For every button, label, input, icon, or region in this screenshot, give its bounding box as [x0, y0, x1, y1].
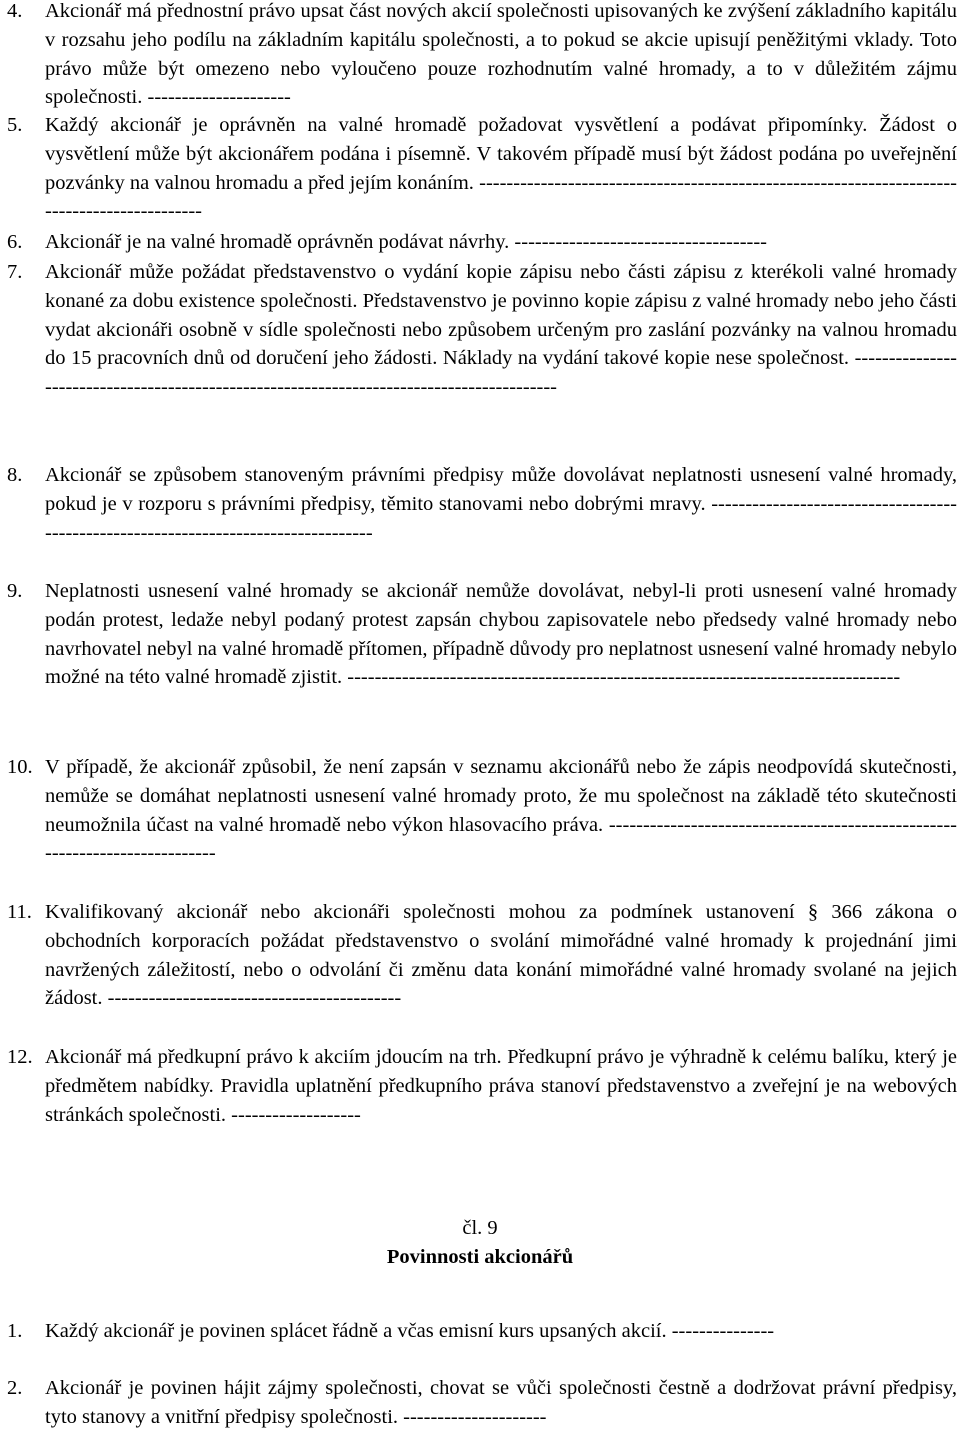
paragraph-text: Akcionář má přednostní právo upsat část nových akcií společnosti upisovaných ke zvýšení základního kapitálu v rozsahu jeho podílu na základním kapitálu společnosti, a to pokud se akcie upisují peněžitými vklady. Toto právo může být omezeno nebo vyloučeno pouze rozhodnutím valné hromady, a to v důležitém zájmu společnosti. --------------------- [45, 0, 957, 109]
paragraph-9 [7, 577, 957, 692]
paragraph-5 [7, 111, 957, 226]
paragraph-12 [7, 1043, 957, 1129]
paragraph-11 [7, 898, 957, 1013]
paragraph-number: 5. [7, 114, 23, 136]
paragraph-text: Každý akcionář je oprávněn na valné hromadě požadovat vysvětlení a podávat připomínky. Žádost o vysvětlení může být akcionářem podána i písemně. V takovém případě musí být žádost podána po uveřejnění pozvánky na valnou hromadu a před jejím konáním. --------------------------------------------------------------------------------------------- [45, 114, 957, 223]
paragraph-text: Kvalifikovaný akcionář nebo akcionáři společnosti mohou za podmínek ustanovení § 366 zákona o obchodních korporacích požádat představenstvo o svolání mimořádné valné hromady k projednání jimi navržených záležitostí, nebo o odvolání či změnu data konání mimořádné valné hromady svolané na jejich žádost. ------------------------------------------- [45, 901, 957, 1010]
paragraph-number: 10. [7, 756, 33, 778]
paragraph-number: 1. [7, 1320, 23, 1342]
paragraph-number: 12. [7, 1046, 33, 1068]
duty-2 [7, 1374, 957, 1432]
duty-1 [7, 1317, 957, 1346]
paragraph-4 [7, 0, 957, 112]
paragraph-number: 11. [7, 901, 32, 923]
paragraph-text: Každý akcionář je povinen splácet řádně a včas emisní kurs upsaných akcií. --------------- [45, 1320, 775, 1342]
paragraph-text: Akcionář je na valné hromadě oprávněn podávat návrhy. ------------------------------------- [45, 231, 768, 253]
paragraph-text: Akcionář se způsobem stanoveným právními předpisy může dovolávat neplatnosti usnesení valné hromady, pokud je v rozporu s právními předpisy, těmito stanovami nebo dobrými mravy. ------------------------------------------------------------------------------------ [45, 464, 957, 544]
paragraph-text: V případě, že akcionář způsobil, že není zapsán v seznamu akcionářů nebo že zápis neodpovídá skutečnosti, nemůže se domáhat neplatnosti usnesení valné hromady proto, že mu společnost na základě této skutečnosti neumožnila účast na valné hromadě nebo výkon hlasovacího práva. ---------------------------------------------------------------------------- [45, 756, 957, 865]
paragraph-text: Akcionář má předkupní právo k akciím jdoucím na trh. Předkupní právo je výhradně k celému balíku, který je předmětem nabídky. Pravidla uplatnění předkupního práva stanoví představenstvo a zveřejní je na webových stránkách společnosti. ------------------- [45, 1046, 957, 1126]
paragraph-number: 6. [7, 231, 23, 253]
paragraph-text: Neplatnosti usnesení valné hromady se akcionář nemůže dovolávat, nebyl-li proti usnesení valné hromady podán protest, ledaže nebyl podaný protest zapsán chybou zapisovatele nebo předsedy valné hromady nebo navrhovatel nebyl na valné hromadě přítomen, případně důvody pro neplatnost usnesení valné hromady nebylo možné na této valné hromadě zjistit. --------------------------------------------------------------------------------- [45, 580, 957, 689]
paragraph-8 [7, 461, 957, 547]
paragraph-6 [7, 228, 957, 257]
article-number: čl. 9 [462, 1217, 498, 1239]
paragraph-text: Akcionář může požádat představenstvo o vydání kopie zápisu nebo části zápisu z kterékoli valné hromady konané za dobu existence společnosti. Představenstvo je povinno kopie zápisu z valné hromady nebo jeho části vydat akcionáři osobně v sídle společnosti nebo způsobem určeným pro zaslání pozvánky na valnou hromadu do 15 pracovních dnů od doručení jeho žádosti. Náklady na vydání takové kopie nese společnost. ------------------------------------------------------------------------------------------ [45, 261, 957, 399]
paragraph-10 [7, 753, 957, 868]
paragraph-number: 2. [7, 1377, 23, 1399]
paragraph-number: 8. [7, 464, 23, 486]
paragraph-number: 7. [7, 261, 23, 283]
paragraph-number: 9. [7, 580, 23, 602]
article-title: Povinnosti akcionářů [386, 1246, 574, 1268]
paragraph-7 [7, 258, 957, 402]
paragraph-text: Akcionář je povinen hájit zájmy společnosti, chovat se vůči společnosti čestně a dodržovat právní předpisy, tyto stanovy a vnitřní předpisy společnosti. --------------------- [45, 1377, 957, 1428]
paragraph-number: 4. [7, 0, 23, 22]
